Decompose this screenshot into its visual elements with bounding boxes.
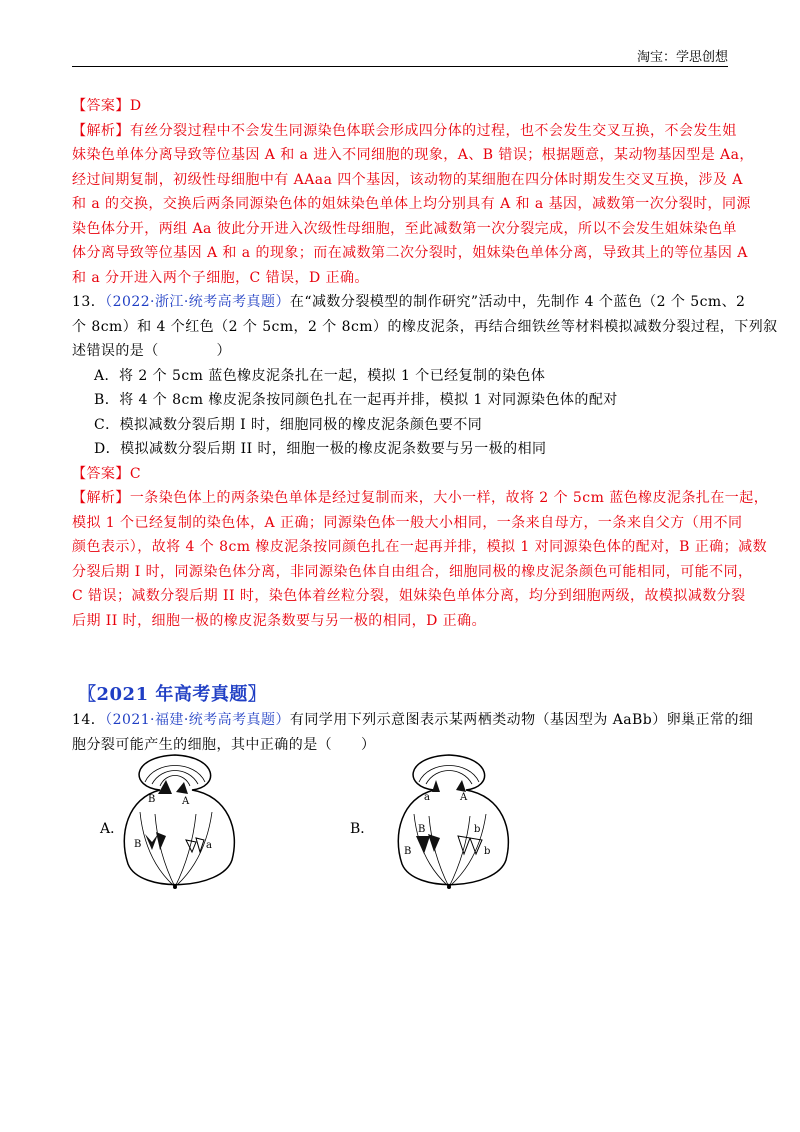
q13-option-b: B．将 4 个 8cm 橡皮泥条按同颜色扎在一起再并排，模拟 1 对同源染色体的配对	[94, 392, 618, 408]
answer-label: 【答案】	[72, 98, 130, 114]
gene-label: a	[424, 792, 430, 803]
q13-analysis-line: 颜色表示），故将 4 个 8cm 橡皮泥条按同颜色扎在一起再并排，模拟 1 对同源染色体的配对，B 正确；减数	[72, 539, 768, 555]
answer-label: 【答案】	[72, 465, 130, 482]
page-header: 淘宝：学思创想	[636, 50, 728, 65]
gene-label: B	[418, 824, 426, 835]
q14-stem-line: 14．（2021·福建·统考高考真题）有同学用下列示意图表示某两栖类动物（基因型为 AaBb）卵巢正常的细	[72, 712, 754, 728]
q13-option-d: D．模拟减数分裂后期 II 时，细胞一极的橡皮泥条数要与另一极的相同	[94, 441, 547, 457]
q13-answer	[72, 462, 732, 487]
q14-source: （2021·福建·统考高考真题）	[105, 712, 290, 728]
header-divider	[72, 66, 728, 67]
q14-number: 14．	[72, 712, 106, 728]
q12-analysis-line: 染色体分开，两组 Aa 彼此分开进入次级性母细胞，至此减数第一次分裂完成，所以不会发生姐妹染色单	[72, 220, 737, 237]
q13-option-c: C．模拟减数分裂后期 I 时，细胞同极的橡皮泥条颜色要不同	[94, 416, 483, 433]
q13-option-a: A．将 2 个 5cm 蓝色橡皮泥条扎在一起，模拟 1 个已经复制的染色体	[94, 367, 546, 384]
section-title: 〖2021 年高考真题〗	[78, 684, 267, 705]
q13-stem-line: 个 8cm）和 4 个红色（2 个 5cm，2 个 8cm）的橡皮泥条，再结合细铁丝等材料模拟减数分裂过程，下列叙	[72, 318, 778, 335]
option-b-label: B．	[350, 821, 375, 837]
q13-analysis-line: 【解析】一条染色体上的两条染色单体是经过复制而来，大小一样，故将 2 个 5cm 蓝色橡皮泥条扎在一起，	[72, 490, 769, 506]
q13-number: 13．	[72, 294, 106, 310]
q13-analysis-line: 分裂后期 I 时，同源染色体分离，非同源染色体自由组合，细胞同极的橡皮泥条颜色可能相同，可能不同，	[72, 563, 753, 580]
q12-analysis-line: 【解析】有丝分裂过程中不会发生同源染色体联会形成四分体的过程，也不会发生交叉互换，不会发生姐	[72, 122, 737, 139]
q12-answer	[72, 94, 732, 119]
q12-analysis-line: 经过间期复制，初级性母细胞中有 AAaa 四个基因，该动物的某细胞在四分体时期发生交叉互换，涉及 A	[72, 171, 743, 188]
q13-analysis-line: 后期 II 时，细胞一极的橡皮泥条数要与另一极的相同，D 正确。	[72, 612, 487, 629]
figure-option-a	[100, 752, 250, 901]
gene-label: B	[404, 846, 412, 857]
gene-label: b	[484, 846, 491, 857]
q12-analysis-line: 和 a 分开进入两个子细胞，C 错误，D 正确。	[72, 269, 369, 286]
gene-label: b	[474, 824, 481, 835]
gene-label: a	[206, 840, 212, 851]
option-a-label: A．	[100, 821, 125, 837]
gene-label: B	[148, 794, 156, 805]
gene-label: B	[134, 839, 142, 850]
q13-stem-line: 13．（2022·浙江·统考高考真题）在“减数分裂模型的制作研究”活动中，先制作 4 个蓝色（2 个 5cm、2	[72, 294, 746, 310]
q12-analysis-line: 和 a 的交换，交换后两条同源染色体的姐妹染色单体上均分别具有 A 和 a 基因，减数第一次分裂时，同源	[72, 196, 751, 212]
q13-source: （2022·浙江·统考高考真题）	[105, 294, 290, 310]
q13-analysis-line: C 错误；减数分裂后期 II 时，染色体着丝粒分裂，姐妹染色单体分离，均分到细胞两级，故模拟减数分裂	[72, 588, 746, 604]
analysis-label: 【解析】	[72, 490, 130, 506]
gene-label: A	[182, 796, 190, 807]
cell-diagram-b	[374, 752, 524, 897]
q13-stem-line: 述错误的是（ ）	[72, 343, 231, 359]
q12-analysis-line: 妹染色单体分离导致等位基因 A 和 a 进入不同细胞的现象，A、B 错误；根据题意，某动物基因型是 Aa，	[72, 147, 754, 163]
q13-analysis-line: 模拟 1 个已经复制的染色体，A 正确；同源染色体一般大小相同，一条来自母方，一条来自父方（用不同	[72, 514, 743, 531]
answer-value: D	[129, 98, 142, 114]
q14-stem	[72, 708, 754, 757]
analysis-label: 【解析】	[72, 122, 130, 139]
q12-analysis-line: 体分离导致等位基因 A 和 a 的现象；而在减数第二次分裂时，姐妹染色单体分离，导致其上的等位基因 A	[72, 245, 748, 261]
question-content	[72, 94, 778, 633]
answer-value: C	[129, 465, 141, 482]
gene-label: A	[460, 792, 468, 803]
q14-stem-line: 胞分裂可能产生的细胞，其中正确的是（ ）	[72, 736, 376, 753]
